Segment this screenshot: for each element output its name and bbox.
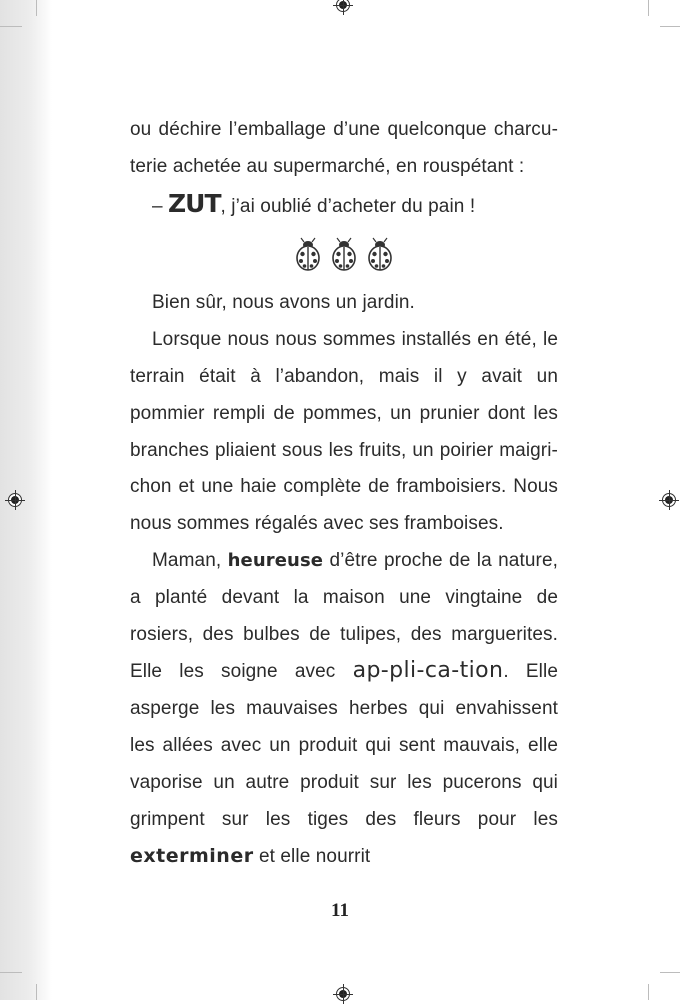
emphasis-zut: ZUT <box>168 188 221 218</box>
crop-mark-top-right-h <box>660 26 680 27</box>
emphasis-heureuse: heureuse <box>227 549 324 571</box>
body-text <box>130 112 558 876</box>
p5-part-d: et elle nourrit <box>253 846 371 868</box>
paragraph-5 <box>130 543 558 876</box>
crop-mark-top-left <box>36 0 37 16</box>
p5-part-b: d’être proche de la nature, a planté devant la maison une vingtaine de rosiers, des bulbes de tulipes, des marguerites. Elle les soigne avec <box>130 549 558 683</box>
dialog-rest: , j’ai oublié d’acheter du pain ! <box>220 195 476 217</box>
crop-mark-bottom-left <box>36 984 37 1000</box>
section-separator <box>130 227 558 281</box>
page-number: 11 <box>331 900 349 921</box>
dialog-dash: – <box>152 195 169 217</box>
ladybug-icon <box>366 237 394 271</box>
crop-mark-bottom-right-h <box>660 972 680 973</box>
crop-mark-bottom-right <box>648 984 649 1000</box>
crop-mark-bottom-left-h <box>0 972 22 973</box>
registration-mark-right-icon <box>662 493 676 507</box>
registration-mark-left-icon <box>8 493 22 507</box>
paragraph-3: Bien sûr, nous avons un jardin. <box>152 292 415 314</box>
paragraph-1: ou déchire l’emballage d’une quelconque charcu-terie achetée au supermarché, en rouspétant : <box>130 119 558 177</box>
crop-mark-top-left-h <box>0 26 22 27</box>
crop-mark-top-right <box>648 0 649 16</box>
ladybug-icon <box>294 237 322 271</box>
emphasis-application: ap-pli-ca-tion <box>352 658 504 684</box>
p5-part-a: Maman, <box>152 549 228 571</box>
paragraph-4: Lorsque nous nous sommes installés en été, le terrain était à l’abandon, mais il y avait un pommier rempli de pommes, un prunier dont les branches pliaient sous les fruits, un poirier maigri-chon et une haie complète de framboisiers. Nous nous sommes régalés avec ses framboises. <box>130 329 558 535</box>
registration-mark-top-icon <box>336 0 350 12</box>
paragraph-dialog <box>130 186 558 226</box>
emphasis-exterminer: exterminer <box>130 845 254 868</box>
ladybug-icon <box>330 237 358 271</box>
registration-mark-bottom-icon <box>336 987 350 1001</box>
p5-part-c: . Elle asperge les mauvaises herbes qui envahissent les allées avec un produit qui sent mauvais, elle vaporise un autre produit sur les pucerons qui grimpent sur les tiges des fleurs pour les <box>130 661 558 830</box>
